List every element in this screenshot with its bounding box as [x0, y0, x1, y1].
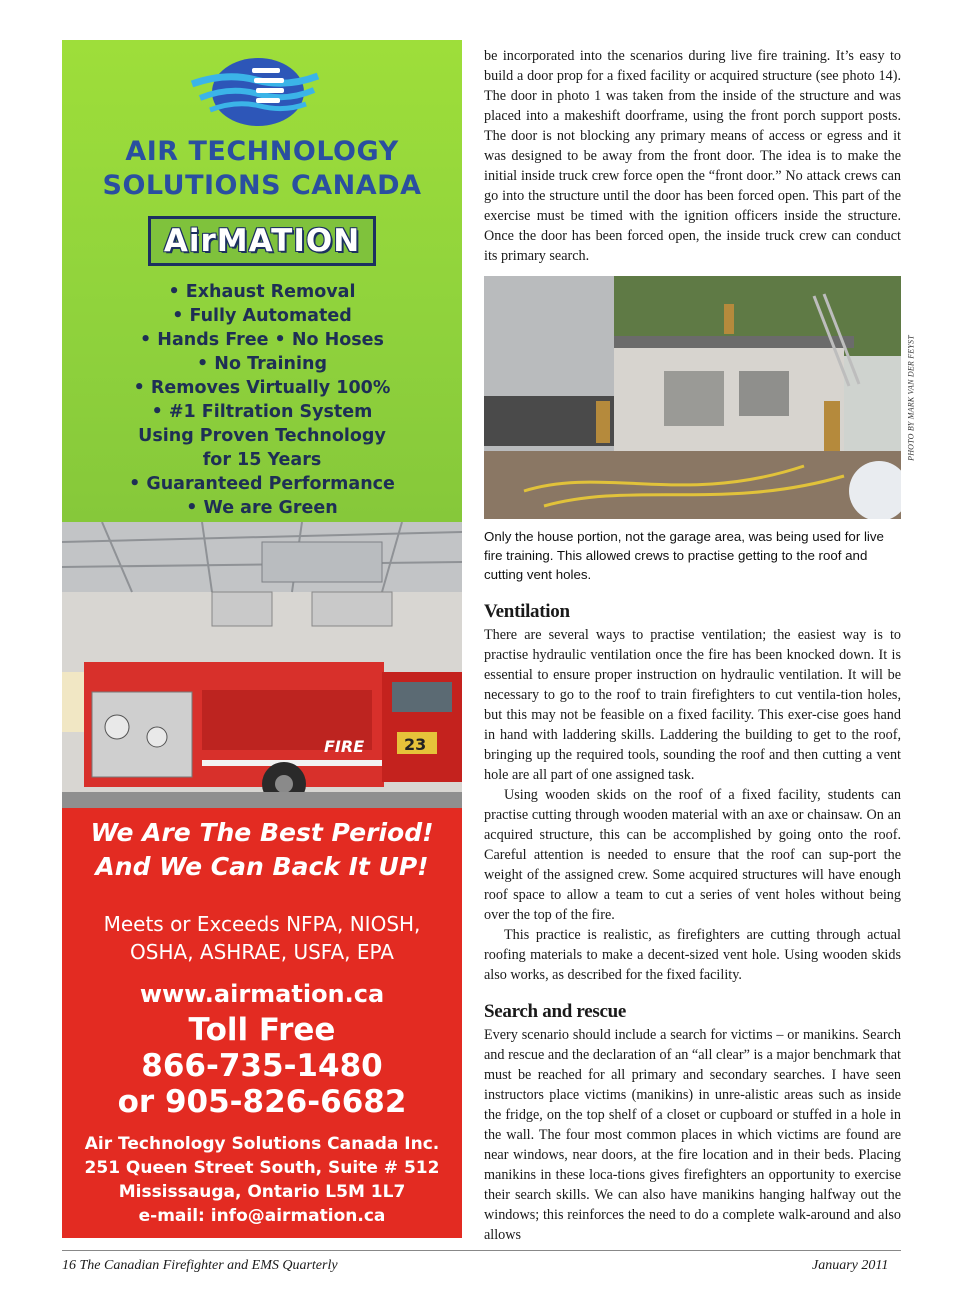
feature-item: Using Proven Technology	[138, 426, 386, 446]
toll-free-phone: 866-735-1480	[141, 1048, 383, 1084]
article-paragraph: There are several ways to practise ventilation; the easiest way is to practise hydraulic ventilation once the fire has been knocked down. It is essential to ensure proper instruction on hydraulic ventilation. It will be necessary to go to the roof to train firefighters to cut ventila-tion holes, but this may not be feasible on a fixed facility. This exer-cise goes hand in hand with laddering skills. Laddering the building to get to the roof, bringing up the required tools, sounding the roof and then cutting a vent hole are all part of one assigned task.	[484, 627, 901, 783]
article-paragraph: Every scenario should include a search for victims – or manikins. Search and rescue and the declaration of an “all clear” is a major benchmark that must be reached for all primary and secondary searches. I have seen instructors place victims (manikins) in unre-alistic areas such as inside the fridge, on the top shelf of a closet or cupboard or stuffed in a hole in the wall. The four most common places in which victims are found are near windows, near doors, at the fire location and in their beds. Placing manikins in these loca-tions gives firefighters an opportunity to exercise their search skills. We can also have manikins hanging halfway out the windows; this reinforces the need to do a complete walk-around and also allows	[484, 1027, 901, 1243]
article-paragraph: This practice is realistic, as firefighters are cutting through actual roofing materials to make a decent-sized vent hole. Using wooden skids also works, as described for the fixed facility.	[484, 927, 901, 983]
fire-truck-photo	[62, 522, 462, 808]
footer-date: January 2011	[812, 1258, 889, 1273]
standards-line2: OSHA, ASHRAE, USFA, EPA	[130, 940, 394, 964]
footer-publication: 16 The Canadian Firefighter and EMS Quarterly	[62, 1258, 338, 1273]
footer-divider	[62, 1250, 901, 1251]
address-line2: 251 Queen Street South, Suite # 512	[84, 1158, 440, 1178]
company-name-line1: AIR TECHNOLOGY	[125, 136, 399, 167]
photo-credit-text: PHOTO BY MARK VAN DER FEYST	[906, 334, 916, 461]
website-link[interactable]: www.airmation.ca	[139, 980, 385, 1008]
feature-item: • Guaranteed Performance	[129, 474, 395, 494]
feature-item: • No Training	[197, 354, 327, 374]
feature-item: • We are Green	[186, 498, 338, 518]
toll-free-label: Toll Free	[188, 1012, 336, 1048]
company-name-line2: SOLUTIONS CANADA	[102, 170, 422, 201]
ad-bottom-panel	[62, 808, 462, 1238]
standards-line1: Meets or Exceeds NFPA, NIOSH,	[103, 912, 421, 936]
address-line3: Mississauga, Ontario L5M 1L7	[118, 1182, 406, 1202]
ad-top-panel	[62, 40, 462, 522]
photo-credit	[904, 276, 918, 519]
product-logo: AirMATION	[148, 216, 376, 266]
ventilation-section	[484, 625, 901, 985]
truck-lettering: FIRE	[324, 737, 365, 756]
feature-item: • Removes Virtually 100%	[133, 378, 391, 398]
slogan-line2: And We Can Back It UP!	[95, 852, 429, 881]
feature-item: • Hands Free • No Hoses	[140, 330, 384, 350]
feature-item: • #1 Filtration System	[151, 402, 373, 422]
feature-item: for 15 Years	[202, 450, 322, 470]
address-line1: Air Technology Solutions Canada Inc.	[84, 1134, 440, 1154]
photo-caption: Only the house portion, not the garage area, was being used for live fire training. This allowed crews to practise getting to the roof and cutting vent holes.	[484, 529, 884, 582]
slogan-line1: We Are The Best Period!	[90, 818, 434, 847]
email-address[interactable]: e-mail: info@airmation.ca	[138, 1206, 386, 1226]
article-paragraph: be incorporated into the scenarios during live fire training. It’s easy to build a door prop for a fixed facility or acquired structure (see photo 14). The door in photo 1 was taken from the inside of the structure and was placed into a makeshift doorframe, using the front porch support posts. The door is not blocking any primary means of access or egress and it was designed to be away from the front door. The idea is to make the initial inside truck crew force open the “front door.” No attack crews can go into the structure until the door has been forced open. This part of the exercise must be timed with the ignition officers inside the structure. Once the door has been forced open, the inside truck crew can conduct its primary search.	[484, 48, 901, 264]
feature-item: • Fully Automated	[172, 306, 352, 326]
search-rescue-heading: Search and rescue	[484, 1001, 626, 1022]
intro-section	[484, 46, 901, 266]
truck-number: 23	[404, 735, 427, 754]
search-rescue-section	[484, 1025, 901, 1245]
company-logo-icon	[186, 54, 326, 134]
ventilation-heading: Ventilation	[484, 601, 570, 622]
feature-list	[62, 280, 462, 520]
local-phone: or 905-826-6682	[117, 1084, 407, 1120]
advertisement	[62, 40, 462, 1238]
live-fire-training-photo	[484, 276, 901, 519]
article-paragraph: Using wooden skids on the roof of a fixed facility, students can practise cutting through wooden material with an axe or chainsaw. On an acquired structure, this can be accomplished by going onto the roof. Careful attention is needed to ensure that the roof can sup-port the weight of the assigned crew. Some acquired structures will have enough roof space to allow a team to cut a series of vent holes without being over the top of the fire.	[484, 787, 901, 923]
feature-item: • Exhaust Removal	[168, 282, 356, 302]
